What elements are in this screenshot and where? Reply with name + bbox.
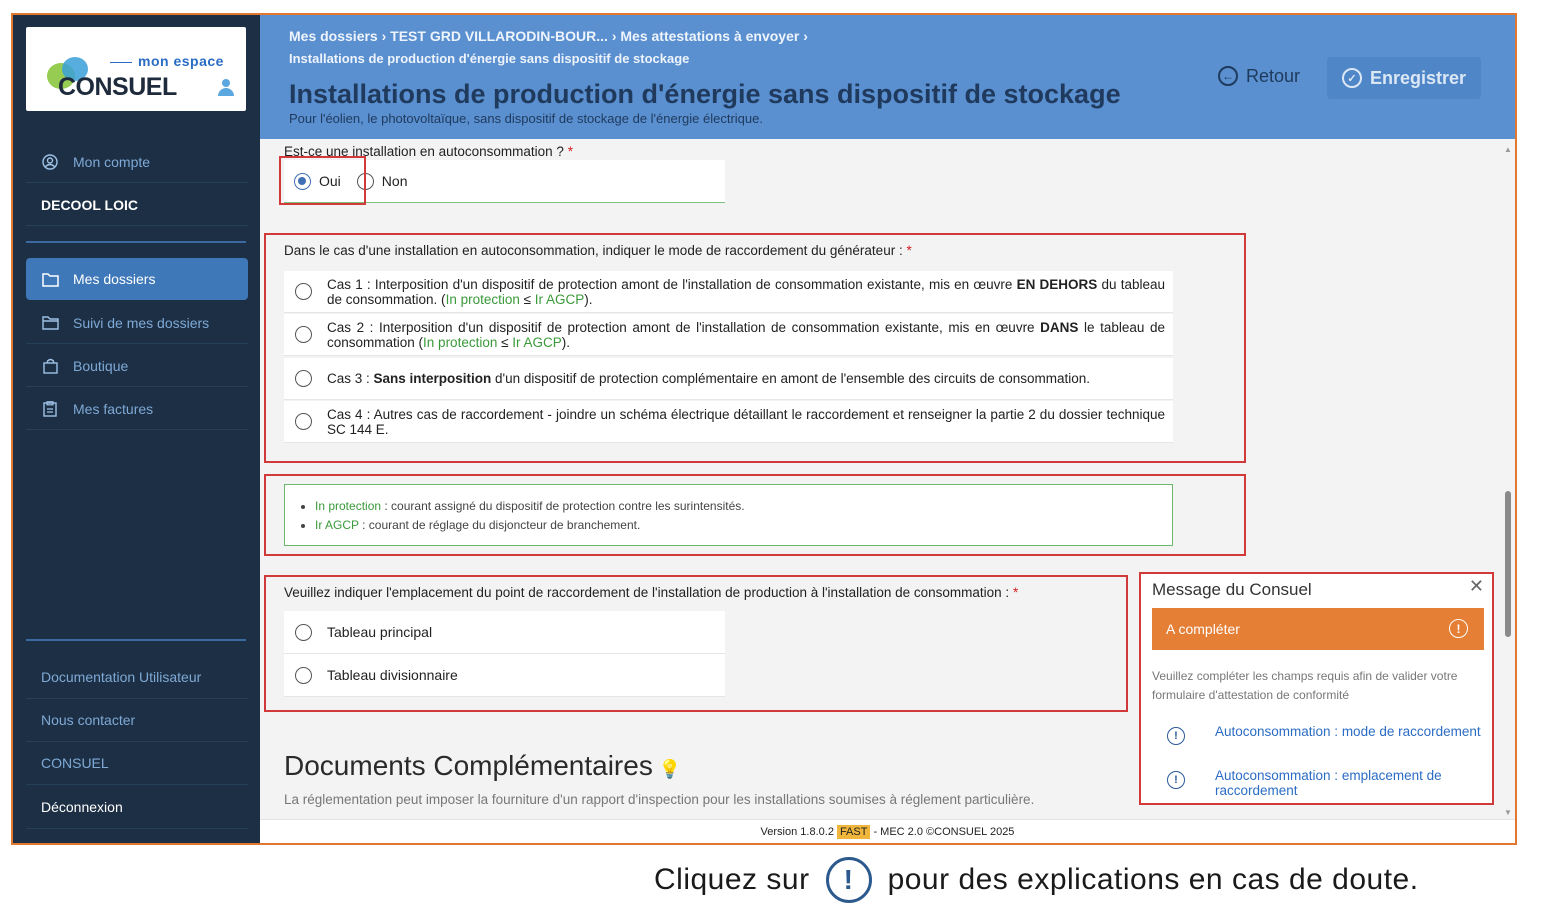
back-button-label: Retour [1246, 65, 1301, 86]
option-cas-3[interactable] [284, 358, 1173, 400]
option-text-bold: DANS [1040, 319, 1079, 335]
option-cas-1[interactable] [284, 271, 1173, 313]
caption-text: pour des explications en cas de doute. [887, 863, 1419, 896]
option-text-part: Cas 1 : Interposition d'un dispositif de protection amont de l'installation de consommation existante, mis en œuvre [327, 276, 1017, 292]
option-label: Tableau divisionnaire [327, 667, 458, 683]
sidebar-item-label: Suivi de mes dossiers [73, 314, 210, 331]
scroll-down-icon[interactable]: ▼ [1504, 808, 1512, 817]
message-panel-title: Message du Consuel [1152, 580, 1312, 599]
sidebar-item-label: Mon compte [73, 153, 151, 170]
option-tableau-principal[interactable] [284, 611, 725, 654]
breadcrumb-current: Installations de production d'énergie sans dispositif de stockage [289, 51, 690, 66]
sidebar-item-factures[interactable] [26, 388, 248, 430]
sidebar-link-label: Déconnexion [41, 799, 123, 815]
page-header [260, 15, 1515, 139]
message-text: Veuillez compléter les champs requis afin de valider votre formulaire d'attestation de conformité [1152, 669, 1458, 702]
option-text-bold: Sans interposition [373, 371, 492, 386]
info-icon: ! [1167, 727, 1185, 745]
sidebar-link-label: Documentation Utilisateur [41, 669, 202, 685]
save-button[interactable] [1327, 57, 1481, 99]
option-text [327, 277, 1165, 307]
highlight-box [279, 156, 366, 205]
close-icon[interactable]: ✕ [1468, 576, 1484, 596]
message-item-label: Autoconsommation : emplacement de raccordement [1215, 768, 1442, 798]
user-name [26, 184, 248, 226]
app-window [11, 13, 1517, 845]
section-description: La réglementation peut imposer la fourniture d'un rapport d'inspection pour les installations soumises à réglement particulière. [284, 792, 1035, 807]
sidebar-link-label: CONSUEL [41, 755, 109, 771]
sidebar-link-logout[interactable] [26, 786, 248, 829]
option-text-part: ). [584, 291, 593, 307]
sidebar-item-label: Boutique [73, 357, 129, 374]
required-marker: * [906, 243, 912, 258]
legend-definition: : courant de réglage du disjoncteur de branchement. [358, 518, 641, 532]
radio-label: Non [381, 173, 408, 189]
caption [654, 855, 1419, 905]
sidebar-item-boutique[interactable] [26, 345, 248, 387]
option-cas-4[interactable] [284, 401, 1173, 443]
option-text: Cas 4 : Autres cas de raccordement - joindre un schéma électrique détaillant le raccordement et renseigner la partie 2 du dossier technique SC 144 E. [327, 406, 1165, 437]
option-tableau-divisionnaire[interactable] [284, 654, 725, 697]
radio-button[interactable] [295, 370, 312, 387]
legend-term: Ir AGCP [315, 518, 359, 532]
logo-tagline: mon espace [110, 53, 224, 69]
term-ir-agcp: Ir AGCP [512, 334, 562, 350]
term-in-protection: In protection [445, 291, 520, 307]
back-button[interactable] [1218, 59, 1300, 93]
page-subtitle: Pour l'éolien, le photovoltaïque, sans dispositif de stockage de l'énergie électrique. [289, 111, 763, 126]
page-title: Installations de production d'énergie sans dispositif de stockage [289, 79, 1121, 109]
section-title-text: Documents Complémentaires [284, 750, 653, 781]
shopping-bag-icon [41, 357, 59, 375]
legend-definition: : courant assigné du dispositif de protection contre les surintensités. [381, 499, 745, 513]
question-emplacement [284, 585, 1018, 600]
option-text-part: d'un dispositif de protection complémentaire en amont de l'ensemble des circuits de consommation. [491, 371, 1091, 386]
save-button-label: Enregistrer [1369, 67, 1467, 88]
logo-name: CONSUEL [58, 73, 177, 101]
sidebar-item-suivi[interactable] [26, 302, 248, 344]
status-bar [1152, 608, 1484, 650]
option-text [327, 371, 1165, 386]
copyright-label: - MEC 2.0 ©CONSUEL 2025 [873, 825, 1015, 838]
sidebar-item-account[interactable] [26, 141, 248, 183]
consuel-logo[interactable] [26, 27, 246, 111]
version-label: Version 1.8.0.2 [760, 825, 834, 838]
legend-box [284, 484, 1173, 546]
sidebar-link-contact[interactable] [26, 699, 248, 742]
required-marker: * [567, 144, 573, 159]
radio-button[interactable] [295, 283, 312, 300]
radio-label: Oui [319, 173, 341, 189]
term-ir-agcp: Ir AGCP [534, 291, 585, 307]
legend-item [315, 497, 1172, 516]
lightbulb-icon[interactable]: 💡 [658, 759, 682, 779]
footer [260, 819, 1515, 843]
scrollbar[interactable] [1503, 145, 1513, 817]
option-text-part: ≤ [497, 334, 513, 350]
option-text [327, 320, 1165, 350]
radio-button[interactable] [295, 326, 312, 343]
legend-item [315, 516, 1172, 535]
option-text-part: Cas 2 : Interposition d'un dispositif de protection amont de l'installation de consommation existante, mis en œuvre [327, 319, 1041, 335]
option-text-part: Cas 3 : [327, 371, 374, 386]
arrow-left-icon: ← [1218, 66, 1238, 86]
section-title-documents [284, 750, 681, 782]
fast-badge: FAST [837, 825, 871, 839]
question-mode-raccordement [284, 243, 912, 258]
info-icon: ! [1167, 771, 1185, 789]
sidebar-item-label: Mes factures [73, 400, 154, 417]
question-label: Veuillez indiquer l'emplacement du point de raccordement de l'installation de production à l'installation de consommation : [284, 585, 1010, 600]
question-label: Dans le cas d'une installation en autoconsommation, indiquer le mode de raccordement du générateur : [284, 243, 903, 258]
radio-button[interactable] [295, 413, 312, 430]
radio-button[interactable] [295, 624, 312, 641]
status-label: A compléter [1166, 621, 1240, 637]
sidebar-divider [26, 241, 246, 243]
option-text-part: ≤ [519, 291, 535, 307]
scroll-up-icon[interactable]: ▲ [1504, 145, 1512, 154]
check-circle-icon: ✓ [1342, 68, 1362, 88]
folder-icon [41, 270, 59, 288]
message-item-label: Autoconsommation : mode de raccordement [1215, 724, 1481, 739]
option-text-part: du tableau de consommation. ( [327, 276, 1165, 307]
legend-term: In protection [315, 499, 382, 513]
sidebar-link-consuel[interactable] [26, 742, 248, 785]
folder-open-icon [41, 314, 59, 332]
question-label: Est-ce une installation en autoconsommation ? [284, 144, 564, 159]
sidebar-link-documentation[interactable] [26, 656, 248, 699]
sidebar-link-label: Nous contacter [41, 712, 136, 728]
clipboard-icon [41, 400, 59, 418]
required-marker: * [1012, 585, 1019, 600]
alert-icon: ! [1449, 619, 1468, 638]
sidebar-item-mes-dossiers[interactable] [26, 258, 248, 300]
scrollbar-thumb[interactable] [1505, 491, 1511, 637]
option-text-part: le tableau de consommation ( [327, 319, 1165, 350]
term-in-protection: In protection [423, 334, 498, 350]
sidebar-divider [26, 639, 246, 641]
option-label: Tableau principal [327, 624, 433, 640]
caption-text: Cliquez sur [654, 863, 810, 896]
user-name-label: DECOOL LOIC [41, 196, 138, 213]
sidebar-item-label: Mes dossiers [73, 271, 156, 287]
breadcrumb[interactable]: Mes dossiers › TEST GRD VILLARODIN-BOUR... › Mes attestations à envoyer › [289, 28, 808, 44]
option-text-part: ). [561, 334, 571, 350]
message-item-emplacement[interactable] [1152, 768, 1482, 798]
sidebar [13, 15, 260, 843]
option-text-bold: EN DEHORS [1016, 276, 1098, 292]
radio-button[interactable] [295, 667, 312, 684]
message-item-mode[interactable] [1152, 724, 1482, 745]
option-cas-2[interactable] [284, 314, 1173, 356]
info-icon: ! [826, 857, 872, 903]
message-panel [1139, 572, 1494, 805]
user-icon [218, 79, 234, 97]
user-circle-icon [41, 153, 59, 171]
